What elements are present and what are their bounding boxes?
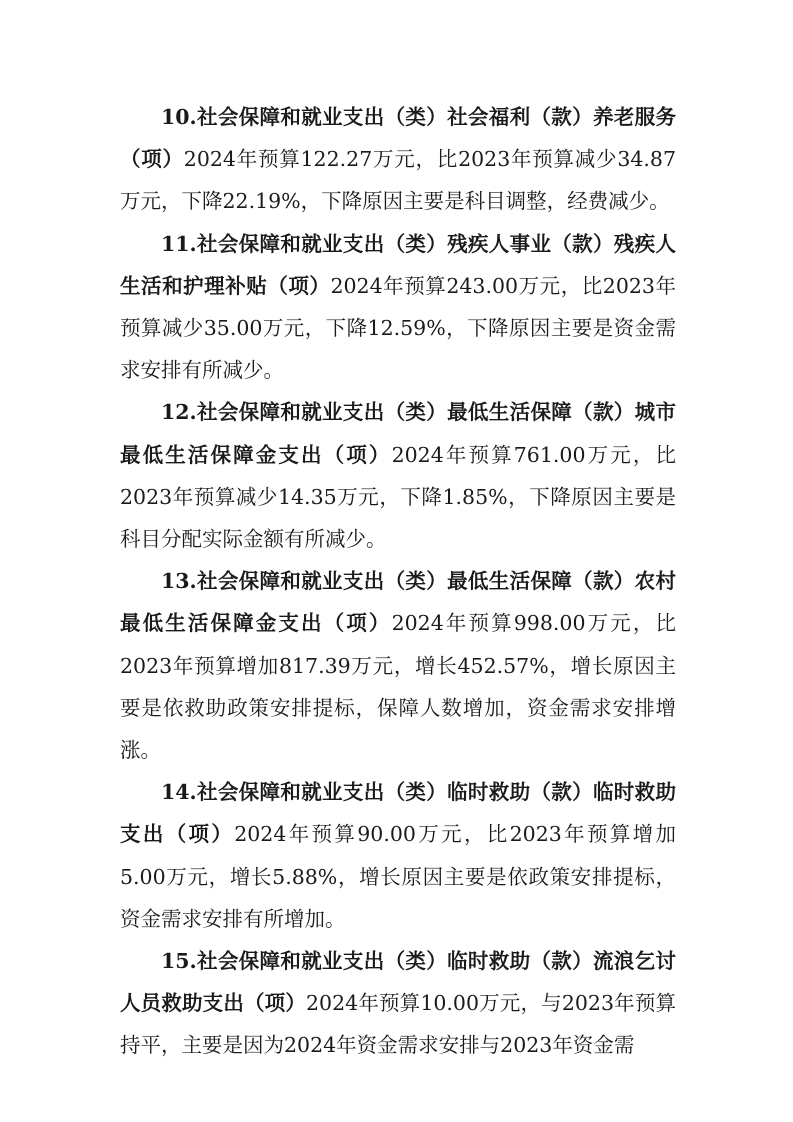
paragraph-heading: 10.社会保障和就业支出（类）社会福利（款）养老服务（项） [120,105,676,172]
paragraph-text: 2024年预算10.00万元，与2023年预算持平，主要是因为2024年资金需求安排与2023年资金需 [120,991,677,1058]
paragraph-text: 2024年预算122.27万元，比2023年预算减少34.87万元，下降22.19%，下降原因主要是科目调整，经费减少。 [120,147,677,214]
paragraph-heading: 15.社会保障和就业支出（类）临时救助（款）流浪乞讨人员救助支出（项） [120,949,676,1016]
paragraph-heading: 13.社会保障和就业支出（类）最低生活保障（款）农村最低生活保障金支出（项） [120,569,676,636]
paragraph-item-12 [120,391,676,560]
paragraph-item-13 [120,560,676,771]
paragraph-item-15 [120,940,676,1067]
paragraph-item-10 [120,96,676,223]
paragraph-heading: 12.社会保障和就业支出（类）最低生活保障（款）城市最低生活保障金支出（项） [120,400,676,467]
paragraph-item-11 [120,223,676,392]
paragraph-text: 2024年预算90.00万元，比2023年预算增加5.00万元，增长5.88%，增长原因主要是依政策安排提标，资金需求安排有所增加。 [120,822,676,931]
paragraph-item-14 [120,771,676,940]
paragraph-text: 2024年预算761.00万元，比2023年预算减少14.35万元，下降1.85%，下降原因主要是科目分配实际金额有所减少。 [120,442,677,552]
paragraph-text: 2024年预算243.00万元，比2023年预算减少35.00万元，下降12.59%，下降原因主要是资金需求安排有所减少。 [120,273,677,383]
document-body [120,96,676,1067]
paragraph-heading: 14.社会保障和就业支出（类）临时救助（款）临时救助支出（项） [120,780,676,847]
paragraph-text: 2024年预算998.00万元，比2023年预算增加817.39万元，增长452.57%，增长原因主要是依救助政策安排提标，保障人数增加，资金需求安排增涨。 [120,611,677,763]
paragraph-heading: 11.社会保障和就业支出（类）残疾人事业（款）残疾人生活和护理补贴（项） [120,231,676,298]
